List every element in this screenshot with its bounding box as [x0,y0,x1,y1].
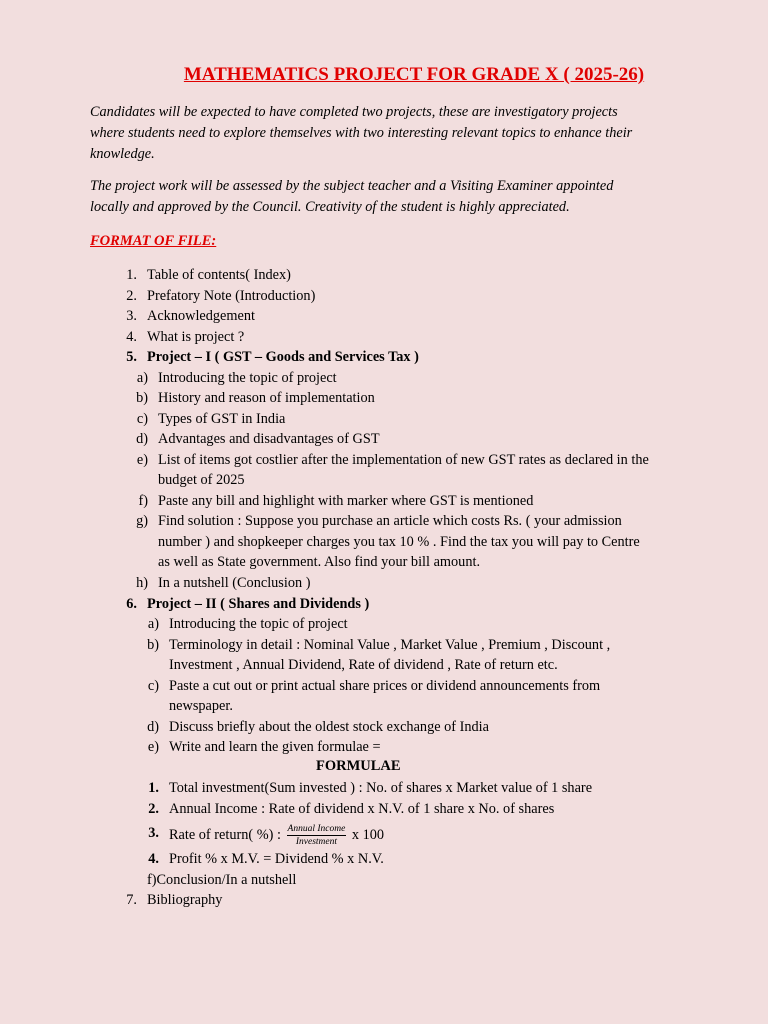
item-text-continued: number ) and shopkeeper charges you tax 10 % . Find the tax you will pay to Centre [158,534,640,550]
intro-paragraph-2 [90,176,690,218]
item-letter: e) [136,452,148,468]
formula-text: Profit % x M.V. = Dividend % x N.V. [169,851,384,867]
item-text: Project – II ( Shares and Dividends ) [147,596,370,612]
item-letter: c) [136,411,148,427]
formula-text [169,823,384,848]
item-text-continued: newspaper. [169,698,233,714]
item-letter: g) [136,513,148,529]
fraction-numerator: Annual Income [287,824,346,834]
item-text: Advantages and disadvantages of GST [158,431,380,447]
formula-number: 2. [148,801,159,817]
fraction-denominator: Investment [295,837,337,847]
item-letter: h) [136,575,148,591]
item-text: History and reason of implementation [158,390,375,406]
conclusion-item: f)Conclusion/In a nutshell [147,872,297,888]
item-text-continued: Investment , Annual Dividend, Rate of dividend , Rate of return etc. [169,657,558,673]
item-text: Introducing the topic of project [169,616,348,632]
item-number: 2. [126,288,137,304]
format-heading: FORMAT OF FILE: [90,233,217,249]
item-letter: f) [138,493,148,509]
item-text: Project – I ( GST – Goods and Services Tax ) [147,349,419,365]
item-text: Paste any bill and highlight with marker where GST is mentioned [158,493,534,509]
item-letter: c) [147,678,159,694]
item-text: Introducing the topic of project [158,370,337,386]
formula-prefix: Rate of return( %) : [169,826,285,843]
item-text-continued: as well as State government. Also find your bill amount. [158,554,481,570]
formula-number: 3. [148,825,159,841]
item-text: Table of contents( Index) [147,267,291,283]
item-number: 3. [126,308,137,324]
item-letter: a) [136,370,148,386]
item-text: In a nutshell (Conclusion ) [158,575,311,591]
fraction [287,823,347,848]
item-text: Bibliography [147,892,223,908]
item-text: Terminology in detail : Nominal Value , Market Value , Premium , Discount , [169,637,611,653]
text-line: locally and approved by the Council. Creativity of the student is highly appreciated. [90,199,570,215]
formula-suffix: x 100 [348,826,385,843]
item-letter: a) [147,616,159,632]
item-letter: b) [147,637,159,653]
text-line: where students need to explore themselves with two interesting relevant topics to enhance their [90,125,633,141]
item-text: Paste a cut out or print actual share prices or dividend announcements from [169,678,601,694]
item-number: 1. [126,267,137,283]
item-text-continued: budget of 2025 [158,472,245,488]
item-letter: d) [147,719,159,735]
page-title: MATHEMATICS PROJECT FOR GRADE X ( 2025-26) [183,64,645,85]
text-line: Candidates will be expected to have completed two projects, these are investigatory projects [90,104,618,120]
formulae-heading: FORMULAE [316,758,401,774]
formula-number: 1. [148,780,159,796]
item-number: 6. [126,596,137,612]
item-number: 7. [126,892,137,908]
item-text: List of items got costlier after the implementation of new GST rates as declared in the [158,452,649,468]
text-line: knowledge. [90,146,155,162]
item-letter: b) [136,390,148,406]
text-line: The project work will be assessed by the subject teacher and a Visiting Examiner appointed [90,178,614,194]
item-letter: e) [147,739,159,755]
item-number: 4. [126,329,137,345]
formula-number: 4. [148,851,159,867]
item-text: What is project ? [147,329,245,345]
formula-text: Total investment(Sum invested ) : No. of shares x Market value of 1 share [169,780,593,796]
item-text: Write and learn the given formulae = [169,739,381,755]
item-text: Find solution : Suppose you purchase an article which costs Rs. ( your admission [158,513,622,529]
item-number: 5. [126,349,137,365]
item-text: Types of GST in India [158,411,286,427]
intro-paragraph-1 [90,102,690,165]
item-text: Acknowledgement [147,308,255,324]
item-letter: d) [136,431,148,447]
item-text: Discuss briefly about the oldest stock exchange of India [169,719,490,735]
item-text: Prefatory Note (Introduction) [147,288,316,304]
formula-text: Annual Income : Rate of dividend x N.V. of 1 share x No. of shares [169,801,555,817]
